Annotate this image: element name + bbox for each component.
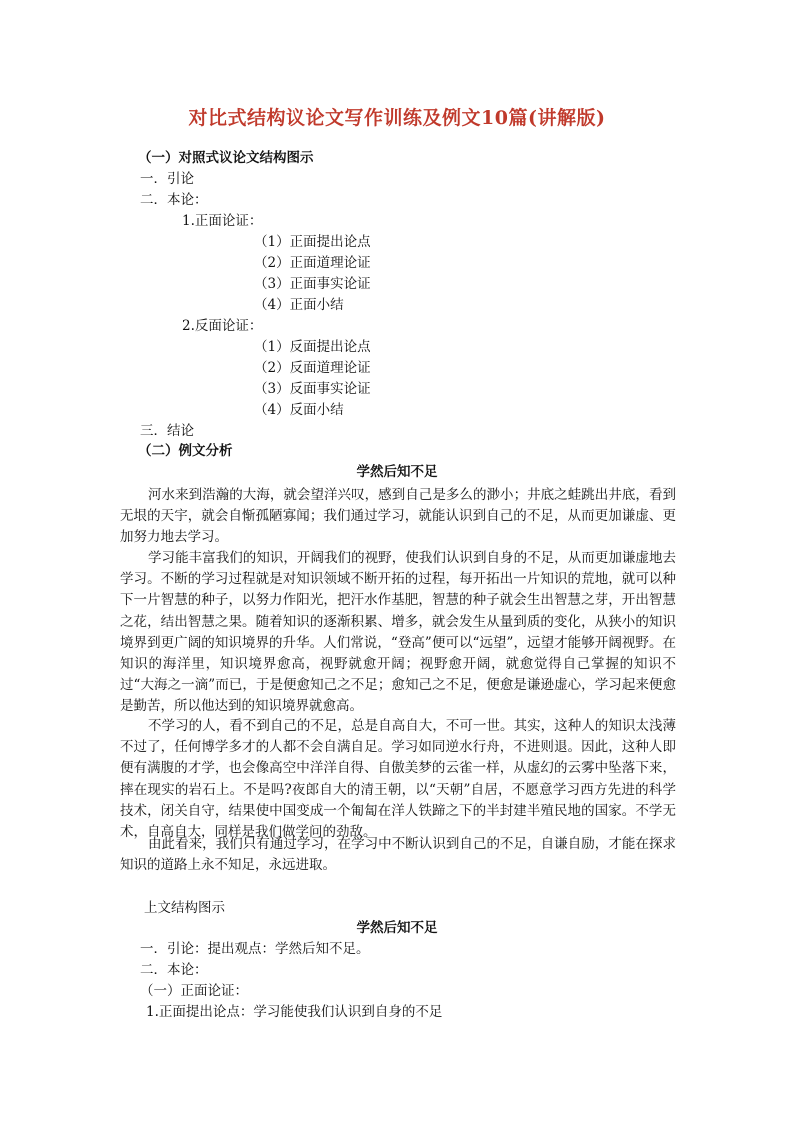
outline-conclusion: 三．结论 (140, 423, 194, 439)
outline-positive-item: （1）正面提出论点 (254, 234, 371, 250)
outline-positive-item: （4）正面小结 (254, 297, 344, 313)
document-title: 对比式结构议论文写作训练及例文10篇(讲解版) (188, 107, 606, 129)
structure-line: （一）正面论证： (140, 983, 248, 999)
outline-positive-item: （2）正面道理论证 (254, 255, 371, 271)
structure-line: 二．本论： (140, 962, 208, 978)
outline-intro: 一．引论 (140, 171, 194, 187)
outline-negative-item: （3）反面事实论证 (254, 381, 371, 397)
essay-paragraph: 学习能丰富我们的知识，开阔我们的视野，使我们认识到自身的不足，从而更加谦虚地去学习。不断的学习过程就是对知识领域不断开拓的过程，每开拓出一片知识的荒地，就可以种下一片智慧的种子，以努力作阳光，把汗水作基肥，智慧的种子就会生出智慧之芽，开出智慧之花，结出智慧之果。随着知识的逐渐积累、增多，就会发生从量到质的变化，从狭小的知识境界到更广阔的知识境界的升华。人们常说，“登高”便可以“远望”，远望才能够开阔视野。在知识的海洋里，知识境界愈高，视野就愈开阔；视野愈开阔，就愈觉得自己掌握的知识不过“大海之一滴”而已，于是便愈知己之不足；愈知己之不足，便愈是谦逊虚心，学习起来便愈是勤苦，所以他达到的知识境界就愈高。 (120, 550, 676, 715)
outline-positive-item: （3）正面事实论证 (254, 276, 371, 292)
structure-essay-title: 学然后知不足 (356, 920, 438, 936)
section2-heading: （二）例文分析 (138, 443, 233, 459)
essay-title: 学然后知不足 (356, 464, 438, 480)
outline-negative-item: （1）反面提出论点 (254, 339, 371, 355)
outline-body: 二．本论： (140, 192, 208, 208)
essay-paragraph: 由此看来，我们只有通过学习，在学习中不断认识到自己的不足，自谦自励，才能在探求知识的道路上永不知足，永远进取。 (120, 836, 676, 874)
essay-paragraph: 河水来到浩瀚的大海，就会望洋兴叹，感到自己是多么的渺小；井底之蛙跳出井底，看到无垠的天宇，就会自惭孤陋寡闻；我们通过学习，就能认识到自己的不足，从而更加谦虚、更加努力地去学习。 (120, 487, 676, 546)
section1-heading: （一）对照式议论文结构图示 (138, 150, 314, 166)
outline-negative-item: （2）反面道理论证 (254, 360, 371, 376)
structure-caption: 上文结构图示 (144, 900, 225, 916)
structure-line: 1.正面提出论点：学习能使我们认识到自身的不足 (146, 1004, 443, 1020)
outline-negative-item: （4）反面小结 (254, 402, 344, 418)
structure-line: 一．引论：提出观点：学然后知不足。 (140, 941, 370, 957)
outline-positive-label: 1.正面论证： (182, 213, 263, 229)
essay-paragraph: 不学习的人，看不到自己的不足，总是自高自大，不可一世。其实，这种人的知识太浅薄不过了，任何博学多才的人都不会自满自足。学习如同逆水行舟，不进则退。因此，这种人即便有满腹的才学，也会像高空中洋洋自得、自傲美梦的云雀一样，从虚幻的云雾中坠落下来，摔在现实的岩石上。不是吗?夜郎自大的清王朝，以“天朝”自居，不愿意学习西方先进的科学技术，闭关自守，结果使中国变成一个匍匐在洋人铁蹄之下的半封建半殖民地的国家。不学无术，自高自大，同样是我们做学问的劲敌。 (120, 718, 676, 841)
outline-negative-label: 2.反面论证： (182, 318, 263, 334)
